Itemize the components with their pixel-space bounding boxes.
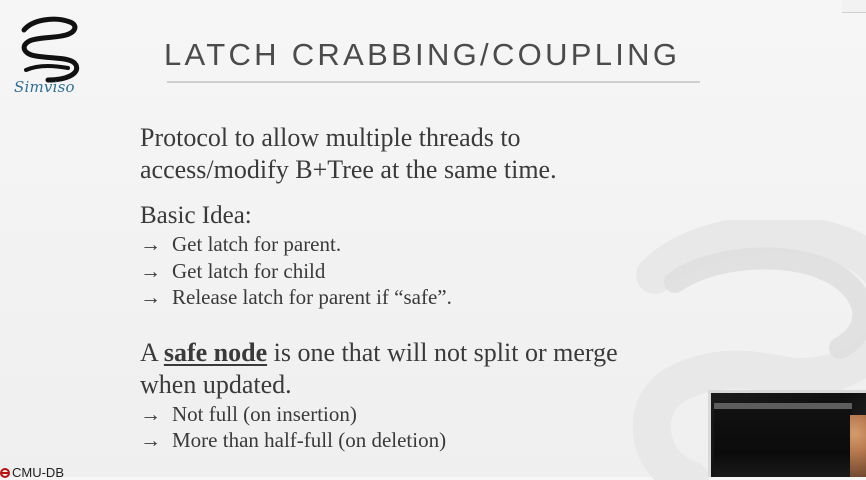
right-arrow-icon: → [140, 401, 161, 426]
footer-logo [0, 467, 64, 479]
safe-node-line-1 [140, 337, 760, 369]
right-arrow-icon: → [140, 428, 161, 452]
right-arrow-icon: → [140, 285, 161, 309]
safe-node-prefix: A [140, 337, 164, 367]
webcam-video [711, 393, 866, 477]
footer-label: CMU-DB [12, 465, 64, 480]
title-divider [167, 81, 700, 83]
safe-node-list [140, 401, 760, 454]
safe-node-section [140, 337, 760, 454]
right-arrow-icon: → [140, 258, 161, 283]
safe-node-suffix: is one that will not split or merge [267, 337, 618, 367]
webcam-overlay [708, 390, 866, 477]
list-item [140, 284, 760, 311]
intro-line-1: Protocol to allow multiple threads to [140, 123, 521, 152]
intro-line-2: access/modify B+Tree at the same time. [140, 155, 557, 184]
safe-node-line-2: when updated. [140, 369, 292, 399]
list-item [140, 427, 760, 454]
safe-node-term: safe node [163, 337, 268, 367]
slide-title: LATCH CRABBING/COUPLING [164, 37, 681, 72]
intro-paragraph [140, 122, 760, 186]
list-item [140, 401, 760, 428]
list-item [140, 231, 760, 258]
slide-corner-marker [842, 0, 866, 13]
bullet-text: Get latch for parent. [172, 232, 342, 256]
bullet-text: Get latch for child [172, 258, 326, 283]
bullet-text: Not full (on insertion) [172, 401, 357, 426]
basic-idea-heading: Basic Idea: [140, 202, 252, 229]
right-arrow-icon: → [140, 232, 161, 256]
webcam-person [850, 415, 866, 477]
basic-idea-section [140, 200, 760, 311]
bullet-text: More than half-full (on deletion) [172, 428, 447, 452]
logo-text: Simviso [14, 78, 75, 96]
basic-idea-list [140, 231, 760, 311]
slide-content [140, 122, 760, 454]
bullet-text: Release latch for parent if “safe”. [172, 285, 452, 309]
list-item [140, 258, 760, 285]
webcam-frame [714, 403, 852, 477]
